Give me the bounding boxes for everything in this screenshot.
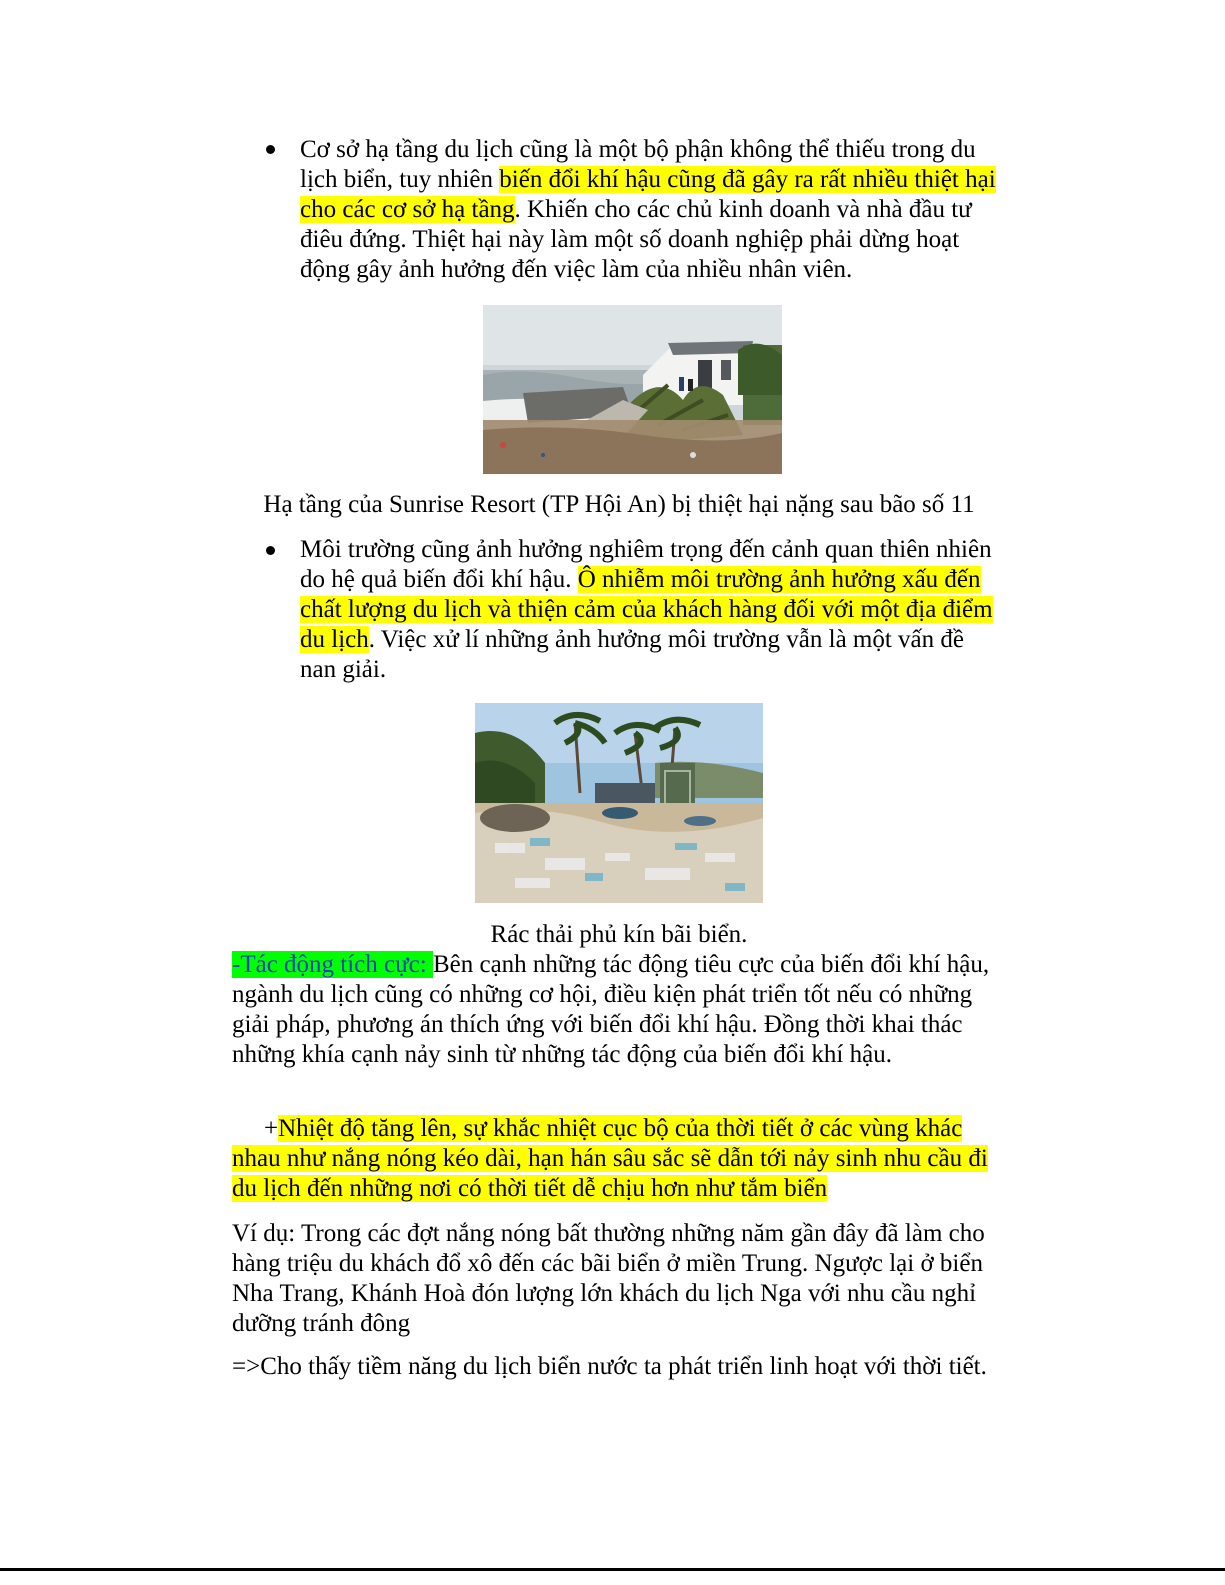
paragraph-text: Bên cạnh những tác động tiêu cực của biến đổi khí hậu, ngành du lịch cũng có những cơ hội, điều kiện phát triển tốt nếu có những giải pháp, phương án thích ứng với biến đổi khí hậu. Đồng thời khai thác những khía cạnh nảy sinh từ những tác động của biến đổi khí hậu. <box>232 951 990 1068</box>
plus-sign: + <box>264 1115 279 1142</box>
beach-trash-image <box>475 703 763 903</box>
paragraph-text: . Việc xử lí những ảnh hưởng môi trường vẫn là một vấn đề nan giải. <box>300 626 965 683</box>
paragraph-text: . Khiến cho các chủ kinh doanh và nhà đầu tư điêu đứng. Thiệt hại này làm một số doanh nghiệp phải dừng hoạt động gây ảnh hưởng đến việc làm của nhiều nhân viên. <box>300 196 972 283</box>
bullet-paragraph-infrastructure <box>300 135 1015 285</box>
page-bottom-rule <box>0 1568 1225 1571</box>
figure-caption-trash: Rác thải phủ kín bãi biển. <box>490 921 748 948</box>
highlighted-text: biến đổi khí hậu cũng đã gây ra rất nhiều thiệt hại cho các cơ sở hạ tầng <box>300 166 996 223</box>
example-paragraph <box>232 1219 1002 1339</box>
paragraph-text: Môi trường cũng ảnh hưởng nghiêm trọng đến cảnh quan thiên nhiên do hệ quả biến đổi khí hậu. <box>300 536 992 593</box>
bullet-dot <box>266 546 275 555</box>
resort-damage-photo <box>483 305 782 474</box>
highlighted-text: Nhiệt độ tăng lên, sự khắc nhiệt cục bộ của thời tiết ở các vùng khác nhau như nắng nóng kéo dài, hạn hán sâu sắc sẽ dẫn tới nảy sinh nhu cầu đi du lịch đến những nơi có thời tiết dễ chịu hơn như tắm biển <box>232 1115 988 1202</box>
example-text: Ví dụ: Trong các đợt nắng nóng bất thường những năm gần đây đã làm cho hàng triệu du khách đổ xô đến các bãi biển ở miền Trung. Ngược lại ở biển Nha Trang, Khánh Hoà đón lượng lớn khách du lịch Nga với nhu cầu nghỉ dưỡng tránh đông <box>232 1220 985 1337</box>
positive-impacts-paragraph <box>232 950 1002 1070</box>
temperature-paragraph <box>232 1114 1007 1204</box>
figure-caption-resort: Hạ tầng của Sunrise Resort (TP Hội An) bị thiệt hại nặng sau bão số 11 <box>263 491 975 518</box>
conclusion-paragraph <box>232 1352 992 1382</box>
positive-impacts-label: -Tác động tích cực: <box>232 951 433 978</box>
paragraph-text: Cơ sở hạ tầng du lịch cũng là một bộ phận không thể thiếu trong du lịch biển, tuy nhiên <box>300 136 976 193</box>
conclusion-text: =>Cho thấy tiềm năng du lịch biển nước ta phát triển linh hoạt với thời tiết. <box>232 1353 987 1380</box>
beach-trash-photo <box>475 703 763 903</box>
highlighted-text: Ô nhiễm môi trường ảnh hưởng xấu đến chất lượng du lịch và thiện cảm của khách hàng đối với một địa điểm du lịch <box>300 566 993 653</box>
bullet-dot <box>266 145 275 154</box>
bullet-paragraph-environment <box>300 535 1005 685</box>
resort-damage-image <box>483 305 782 474</box>
